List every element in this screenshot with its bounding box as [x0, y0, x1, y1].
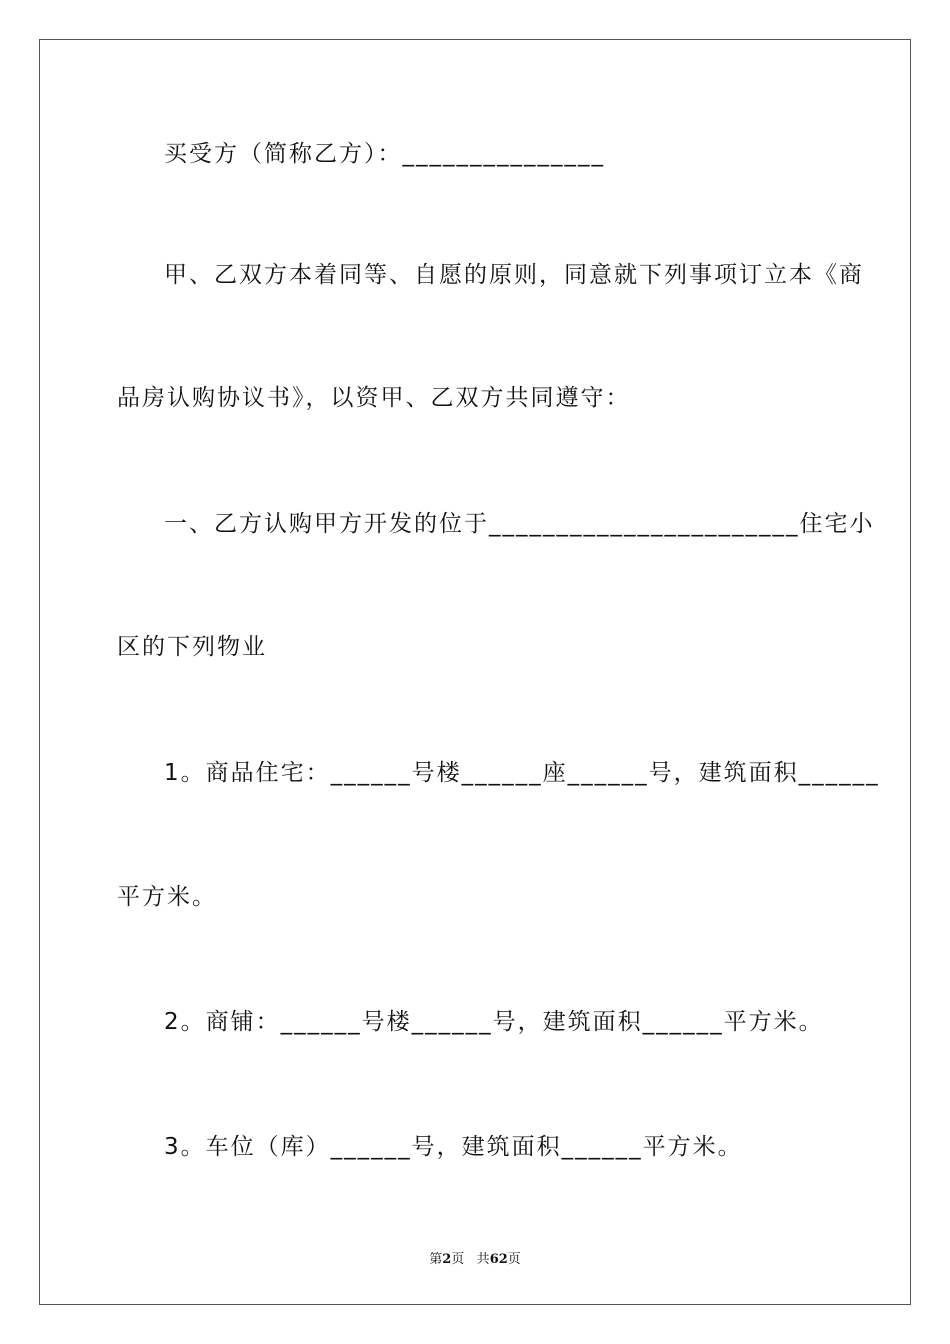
page-prefix: 第 [429, 1252, 443, 1267]
shop-line: 2。商铺：______号楼______号，建筑面积______平方米。 [164, 1009, 824, 1035]
buyer-line: 买受方（简称乙方）：_______________ [164, 141, 605, 167]
agreement-line: 品房认购协议书》，以资甲、乙双方共同遵守： [117, 385, 631, 411]
total-prefix: 共 [476, 1252, 490, 1267]
residence-line: 1。商品住宅：______号楼______座______号，建筑面积______ [164, 760, 880, 786]
clause-one-continuation: 区的下列物业 [117, 634, 267, 660]
parking-line: 3。车位（库）______号，建筑面积______平方米。 [164, 1134, 743, 1160]
page-border [39, 39, 911, 1305]
clause-one-line: 一、乙方认购甲方开发的位于_______________________住宅小 [164, 511, 875, 537]
page-footer [0, 1248, 950, 1267]
principle-line: 甲、乙双方本着同等、自愿的原则，同意就下列事项订立本《商 [164, 262, 864, 288]
total-suffix: 页 [507, 1252, 521, 1267]
total-pages: 62 [489, 1252, 508, 1267]
page-suffix: 页 [451, 1252, 465, 1267]
page-number: 2 [442, 1252, 452, 1267]
residence-continuation: 平方米。 [117, 884, 217, 910]
